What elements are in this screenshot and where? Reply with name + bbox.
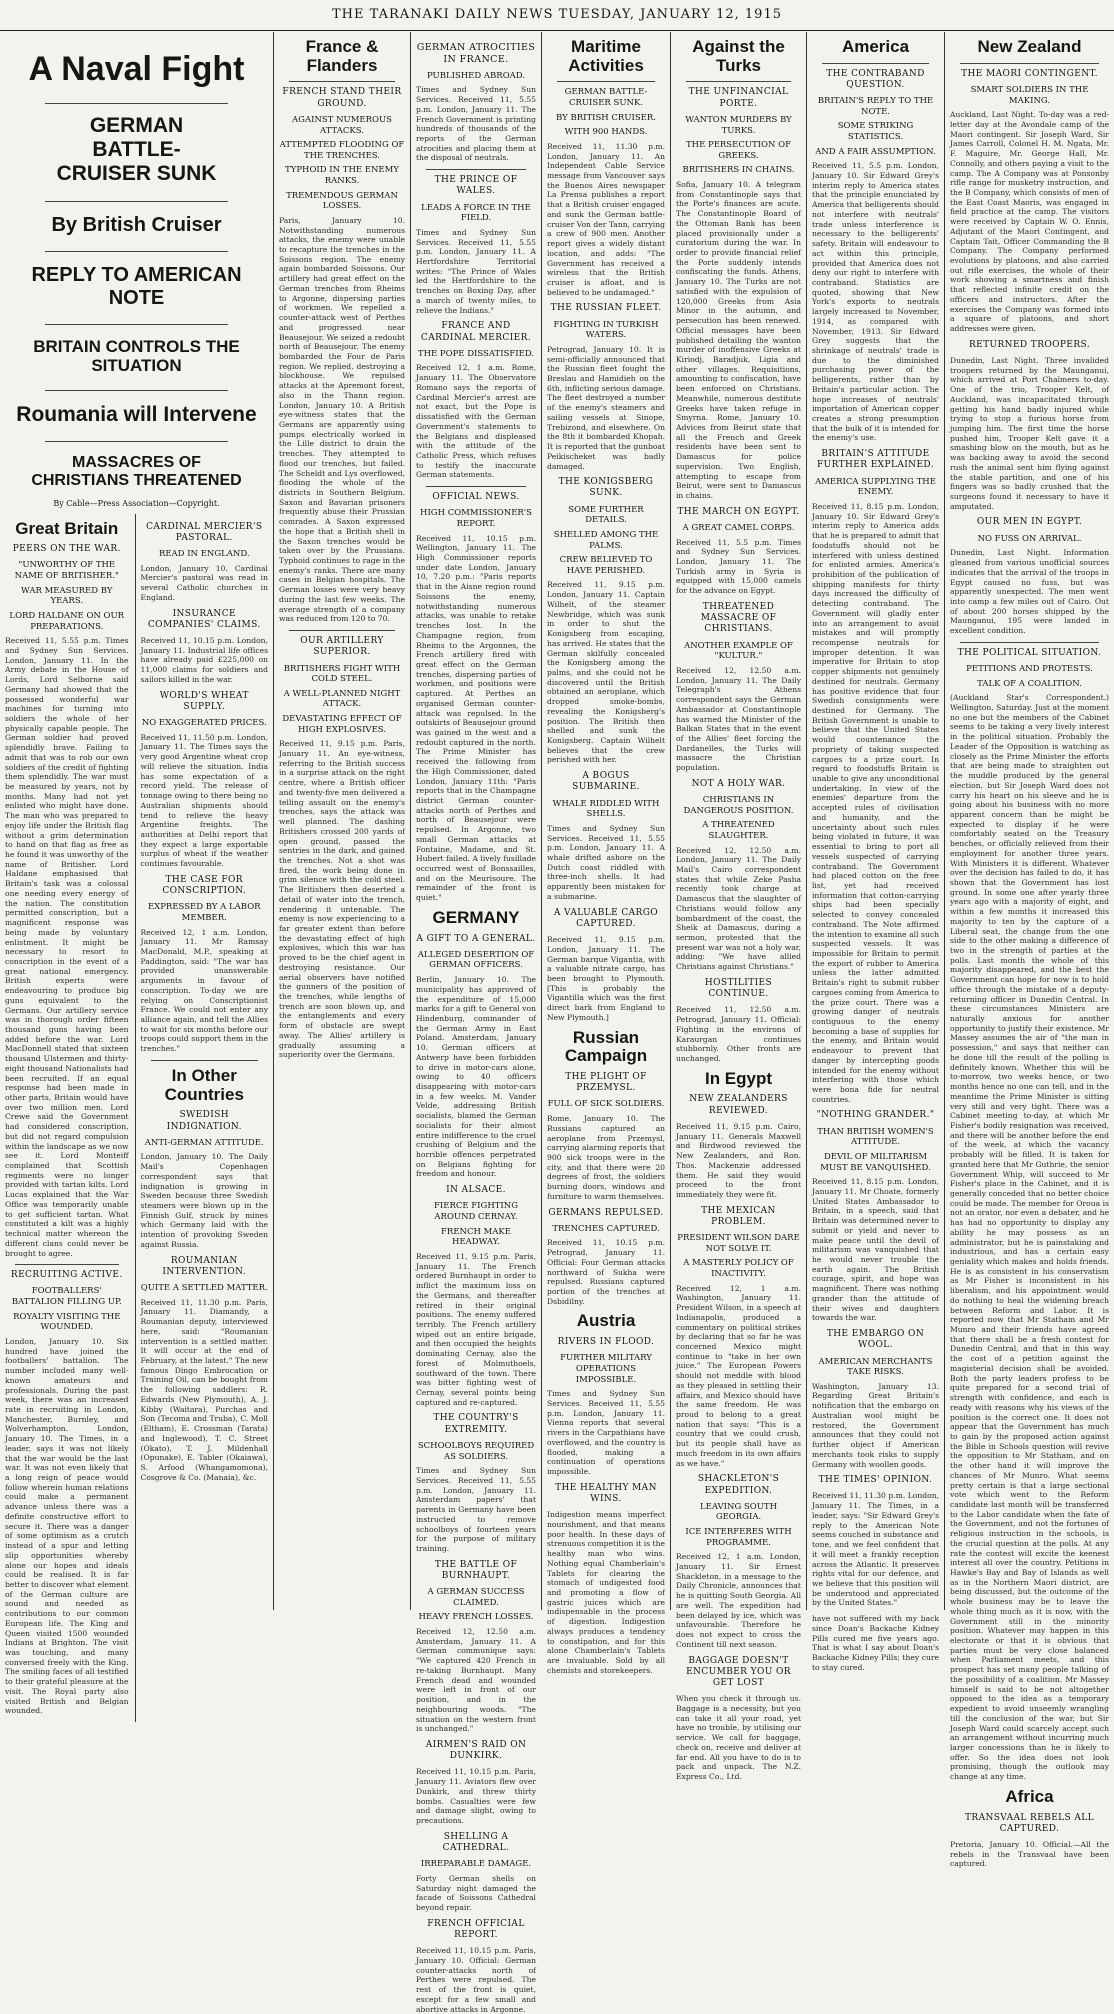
divider xyxy=(45,441,228,442)
divider xyxy=(960,63,1099,64)
sub-heading: NO FUSS ON ARRIVAL. xyxy=(977,533,1082,544)
sub-heading: FRENCH STAND THEIR GROUND. xyxy=(282,87,402,109)
section-heading: GERMANY xyxy=(432,907,520,927)
article-body: Petrograd, January 10. It is semi-officially announced that the Russian fleet fought the Breslau and Hamidieh on the 6th, inflicting serious damage. The fleet destroyed a number of the enemy's steamers and sailing vessels at Sinope, Trebizond, and elsewhere. On the 8th it bombarded Khopah. It is reported that the gunboat Peikischeket was badly damaged. xyxy=(547,344,665,471)
sub-heading: A GERMAN SUCCESS CLAIMED. xyxy=(427,1587,525,1608)
masthead: THE TARANAKI DAILY NEWS TUESDAY, JANUARY 12, 1915 xyxy=(0,0,1114,31)
sub-heading: BRITAIN'S REPLY TO THE NOTE. xyxy=(817,96,934,117)
sub-heading: DEVASTATING EFFECT OF HIGH EXPLOSIVES. xyxy=(282,714,402,735)
sub-heading: THE POPE DISSATISFIED. xyxy=(417,348,535,359)
sub-heading: TREMENDOUS GERMAN LOSSES. xyxy=(286,190,398,212)
sub-heading: RETURNED TROOPERS. xyxy=(968,339,1091,350)
section-heading: Maritime Activities xyxy=(568,37,644,75)
article-body: Received 12, 1 a.m. Rome, January 11. The Observatore Romano says the reports of Cardinal Mercier's arrest are not exact, but the Pope is dissatisfied with the German Government's statements to the Belgians and displeased with the attitude of the Catholic Press, which refuses to testify the inaccurate German statements. xyxy=(416,363,536,480)
sub-heading: SMART SOLDIERS IN THE MAKING. xyxy=(970,84,1089,106)
sub-heading: THE POLITICAL SITUATION. xyxy=(957,647,1102,658)
section-heading: Great Britain xyxy=(15,518,119,538)
article-body: Received 11, 11.50 p.m. London, January 11. The Times says the very good Argentine wheat crop will relieve the situation. India has some expectation of a record yield. The release of tonnage owing to there being no Australian shipments should tend to relieve the heavy Argentine freights. The authorities at Delhi report that they expect a large exportable surplus of wheat if the weather continues favourable. xyxy=(140,732,268,869)
section-heading: Austria xyxy=(576,1311,636,1331)
divider xyxy=(151,1060,258,1061)
article-body: Times and Sydney Sun Services. Received 11, 5.55 p.m. London, January 11. A Hertfordshire Territorial writes: "The Prince of Wales led the Hertfordshire to the trenches on Boxing Day, after a march of twenty miles, to relieve the Indians." xyxy=(416,227,536,315)
sub-heading: FRENCH MAKE HEADWAY. xyxy=(441,1226,511,1248)
article-body: Received 12, 1 a.m. London, January 11. Sir Ernest Shackleton, in a message to the Daily Chronicle, announces that he is quitting South Georgia. All are well. The expedition had been delayed by ice, which was unfavourable. Therefore he does not expect to cross the Continent till next season. xyxy=(676,1552,801,1649)
sub-heading: HOSTILITIES CONTINUE. xyxy=(704,977,773,1000)
article-body: Received 11, 10.15 p.m. Wellington, January 11. The High Commissioner reports under date London, January 10, 7.20 p.m.: "Paris reports that in the Aisne region round Soissons the enemy, notwithstanding numerous attacks, was unable to retake trenches lost. In the Champagne region, from Rheims to the Argonnes, the French artillery fired with great effect on the German trenches, dispersing parties of workmen, and positions were captured. At Perthes an organised German counter-attack was repulsed. In the outskirts of Beausejour ground was gained in the west and a redoubt captured in the north. The Prime Minister has received the following from the High Commissioner, dated London, January 11th: "Paris reports that in the Champagne district German counter-attacks north of Perthes and north of Beausejour were repulsed. In Argonne, two small German attacks at Fontaine, Madame, and St. Hubert failed. A lively fusillade occurred west of Bonssailles, and on the Meurisoure. The remainder of the front is quiet." xyxy=(416,533,536,903)
column-new-zealand xyxy=(945,32,1114,1869)
sub-heading: ATTEMPTED FLOODING OF THE TRENCHES. xyxy=(279,140,405,161)
article-body: Received 11, 5.5 p.m. London, January 10. Sir Edward Grey's interim reply to America states that the principle enunciated by America that belligerents should not interfere with neutrals' trade unless interference is necessary to the belligerents' safety. Britain will endeavour to act within this principle, provided that America does not deny our right to interfere with contraband. Statistics are quoted, showing that New York's exports to neutrals largely increased to November, 1914, as compared with November, 1913. Sir Edward Grey suggests that the shrinkage of neutrals' trade is due to the diminished purchasing power of the belligerents, rather than by Britain's particular action. The hope increases of neutrals' importation of American copper creates a strong presumption that the bulk of it is intended for the enemy's use. xyxy=(812,161,939,443)
article-body: Times and Sydney Sun Services. Received 11, 5.55 p.m. London, January 11. Amsterdam papers' that parents in Germany have been instructed to remove schoolboys of fourteen years for the purpose of military training. xyxy=(416,1466,536,1553)
sub-heading: RIVERS IN FLOOD. xyxy=(557,1337,655,1348)
sub-heading: THE PRINCE OF WALES. xyxy=(434,175,518,197)
sub-heading: GERMAN BATTLE-CRUISER SUNK. xyxy=(564,87,648,108)
article-body: Received 11, 10.15 p.m. London, January 11. Industrial life offices have already paid £225,000 on 11,000 claims for soldiers and sailors killed in the war. xyxy=(140,636,268,684)
article-body: Received 12, 1 a.m. London, January 11. Mr Ramsay MacDonald, M.P., speaking at Paddington, said: "The war has provided unanswerable arguments in favour of conscription. To-day we are relying on Conscriptionist France. We could not enter any alliance again, and tell the Allies to wait for six months before our troops could support them in the trenches." xyxy=(140,927,268,1054)
article-body: Dunedin, Last Night. Information gleaned from various unofficial sources indicates that the arrival of the troops in Egypt caused no fuss, but was apparently unexpected. The men went into camp a few miles out of Cairo. Out of about 200 horses shipped by the Maunganui, 195 were landed in excellent condition. xyxy=(950,548,1109,636)
sub-heading: WITH 900 HANDS. xyxy=(564,127,648,138)
section-heading: Russian Campaign xyxy=(564,1027,648,1066)
sub-heading: PEERS ON THE WAR. xyxy=(12,544,121,555)
sub-heading: THE KONIGSBERG SUNK. xyxy=(558,477,654,499)
sub-heading: FIGHTING IN TURKISH WATERS. xyxy=(553,319,659,341)
column-turks xyxy=(671,32,806,1781)
sub-heading: TRANSVAAL REBELS ALL CAPTURED. xyxy=(964,1812,1095,1834)
article-body: London, January 10. Six hundred have joined the footballers' battalion. The number included many well-known amateurs and professionals. During the past week, there was an increased rate in recruiting in London, Manchester, Burnley, and Wolverhampton. London, January 10. The Times, in a leader, says it was not likely that the war would be the last war. It was not even likely that a long reign of peace would follow wherein human relations could make a permanent advance unless there was a definite constructive effort to secure it. There was a danger of some optimism as a crutch instead of a spur and letting slip opportunities whereby alone our hopes and ideals could be realised. It is far better to discover what element of the German culture are sound and needed as contributions to our common European life. The King and Queen visited 1500 wounded Indians at Brighton. The visit was touching, and many conversed freely with the King. The smiling faces of all testified to their grateful pleasure at the visit. The Royal party also visited British and Belgian wounded. xyxy=(5,1336,129,1716)
section-heading: Against the Turks xyxy=(692,37,785,75)
sub-heading: THE EMBARGO ON WOOL. xyxy=(826,1329,925,1351)
article-body: Received 11, 10.15 p.m. Paris, January 11. Aviators flew over Dunkirk, and threw thirty bombs. Casualties were few and damage slight, owing to precautions. xyxy=(416,1767,536,1826)
sub-heading: PETITIONS AND PROTESTS. xyxy=(966,664,1093,675)
lead-subheadline: Roumania will Intervene xyxy=(16,402,257,426)
article-body: Received 11, 8.15 p.m. London, January 10. Sir Edward Grey's interim reply to America adds that he is prepared to admit that foodstuffs should not be interfered with unless destined for enlisted armies. America's prohibition of the publication of shipping manifests for thirty days increased the difficulty of detecting contraband. The Government will gladly enter into an arrangement to avoid mistakes and will promptly recompense neutrals for improper detention. It was imperative for Britain to stop copper shipments not genuinely destined for neutrals. Germany has positive evidence that four Swedish consignments were destined for Germany. The British Government is unable to believe that the United States would countenance the propriety of taking suspected cargoes to a prize court. In regard to foodstuffs Britain is unable to give any unconditional undertaking. In view of the enemies' departure from the accepted rules of civilisation and humanity, and the uncertainty about such rules being violated in future, it was essential to bring to port all vessels suspected of carrying contraband. The Government had placed cotton on the free list, yet had received information that cotton-carrying ships had been specially selected to convey concealed contraband. The Note affirmed the intention to examine all such suspected vessels. It was impossible for Britain to permit the export of rubber to America unless the latter admitted Britain's right to submit rubber cargoes coming from America to the prize court. There was a growing danger of neutrals contiguous to the enemy becoming a base of supplies for the enemy, and Britain would endeavour to prevent that danger by intercepting goods intended for the enemy without interfering with those which were bona fide for neutral countries. xyxy=(812,501,939,1104)
sub-heading: AND A FAIR ASSUMPTION. xyxy=(815,146,936,157)
article-body: Received 12, 12.50 a.m. London, January 11. The Daily Mail's Cairo correspondent states that while Zeke Pasha recently took charge at Damascus that the slaughter of Christians would follow any bombardment of the coast, the Sheik at Damascus, during a sermon, protested that the present war was not a holy war, adding: "We have allied Christians against Christians." xyxy=(676,845,801,972)
article-body: When you check it through us. Baggage is a necessity, but you can take it all your road, yet have no trouble, by utilising our service. We call for baggage, check on, receive and deliver at far end. All you have to do is to pack and unpack. The N.Z. Express Co., Ltd. xyxy=(676,1694,801,1781)
divider xyxy=(557,81,655,82)
lead-subheadline: BRITAIN CONTROLS THE SITUATION xyxy=(33,336,240,376)
sub-heading: RECRUITING ACTIVE. xyxy=(10,1270,123,1281)
article-body: Received 12, 12.50 a.m. London, January 11. The Daily Telegraph's Athens correspondent says the German Ambassador at Constantinople has warned the Minister of the Balkan States that in the event of the Allies' fleet forcing the Dardanelles, the Turks will massacre the Christian population. xyxy=(676,665,801,773)
section-heading: New Zealand xyxy=(977,37,1082,56)
sub-heading: FOOTBALLERS' BATTALION FILLING UP. xyxy=(11,1286,122,1308)
sub-heading: THE BATTLE OF BURNHAUPT. xyxy=(434,1559,518,1581)
sub-heading: READ IN ENGLAND. xyxy=(158,549,250,560)
article-body: Forty German shells on Saturday night damaged the facade of Soissons Cathedral beyond repair. xyxy=(416,1873,536,1913)
sub-heading: BRITAIN'S ATTITUDE FURTHER EXPLAINED. xyxy=(817,449,934,471)
article-body: Received 11, 11.30 p.m. London, January 11. An Independent Cable Service message from Vancouver says the Buenos Aires newspaper La Prensa publishes a report that a British cruiser engaged and sunk the German battle-cruiser Von der Tann, carrying a crew of 900 men. Another report gives a widely distant location, and adds: "The Government has received a wireless that the British cruiser is afloat, and is believed to be undamaged." xyxy=(547,141,665,297)
sub-heading: A WELL-PLANNED NIGHT ATTACK. xyxy=(283,688,401,710)
sub-heading: QUITE A SETTLED MATTER. xyxy=(140,1283,268,1294)
article-body: Received 11, 5.5 p.m. Times and Sydney Sun Services. London, January 11. The Turkish army in Syria is equipped with 15,000 camels for the advance on Egypt. xyxy=(676,537,801,596)
sub-heading: THE MARCH ON EGYPT. xyxy=(677,506,800,517)
sub-heading: FULL OF SICK SOLDIERS. xyxy=(547,1099,665,1110)
article-body: Received 11, 9.15 p.m. Paris, January 11. The French ordered Burnhaupt in order to inflict the maximum loss on the Germans, and thereafter retired in their original positions. The enemy suffered terribly. The French artillery wiped out an entire brigade, and then occupied the heights dominating Cernay, also the forest of Molmuthoels, southward of the town. There was bitter fighting west of Cernay, several points being captured and re-captured. xyxy=(416,1251,536,1407)
sub-heading: "UNWORTHY OF THE NAME OF BRITISHER." xyxy=(14,560,119,582)
column-maritime xyxy=(542,32,670,1675)
sub-heading: NO EXAGGERATED PRICES. xyxy=(141,718,267,729)
article-body: London, January 10. The Daily Mail's Copenhagen correspondent says that indignation is growing in Sweden because three Swedish steamers were blown up in the Finnish Gulf, struck by mines which Germany laid with the intention of provoking Sweden against Russia. xyxy=(140,1152,268,1249)
article-body: Berlin, January 10. The municipality has approved of the expenditure of 15,000 marks for a gift to General von Hindenburg, commander of the German Army in East Poland. Amsterdam, January 10. German officers at Antwerp have been forbidden to drive in motor-cars alone, owing to 40 officers disappearing with motor-cars in a few weeks. M. Vander Velde, addressing British socialists, blamed the German socialists for their almost entire indifference to the cruel crushing of Belgium and the horrible offences perpetrated on Belgians fighting for freedom and honour. xyxy=(416,975,536,1179)
sub-heading: ANOTHER EXAMPLE OF "KULTUR." xyxy=(684,640,793,662)
sub-heading: CREW BELIEVED TO HAVE PERISHED. xyxy=(559,555,653,576)
sub-heading: LORD HALDANE ON OUR PREPARATIONS. xyxy=(9,610,125,632)
article-body: Rome, January 10. The Russians captured an aeroplane from Przemysl, carrying alarming reports that 900 sick troops were in the city, and that there were 20 degrees of frost, the soldiers burning doors, windows and furniture to warm themselves. xyxy=(547,1114,665,1201)
sub-heading: AMERICAN MERCHANTS TAKE RISKS. xyxy=(818,1356,933,1378)
article-body: London, January 10. Cardinal Mercier's pastoral was read in several Catholic churches in England. xyxy=(140,563,268,602)
sub-heading: DEVIL OF MILITARISM MUST BE VANQUISHED. xyxy=(820,1151,931,1173)
sub-heading: CARDINAL MERCIER'S PASTORAL. xyxy=(146,521,263,543)
article-body: Pretoria, January 10. Official.—All the rebels in the Transvaal have been captured. xyxy=(950,1840,1109,1869)
article-body: Received 11, 10.15 p.m. Paris, January 10. Official: German counter-attacks north of Perthes were repulsed. The rest of the front is quiet, except for a few small and abortive attacks in Argonne. xyxy=(416,1946,536,2014)
sub-heading: ICE INTERFERES WITH PROGRAMME. xyxy=(685,1527,792,1548)
article-body: Auckland, Last Night. To-day was a red-letter day at the Avondale camp of the Maori contingent. Sir Joseph Ward, Sir James Carroll, Colonel H. M. Ngata, Mr. F. Maguire, Mr. George Hall, Mr. Connolly, and others paying a visit to the camp. The A Company was at Ponsonby rifle range for musketry instruction, and the B Company, which consists of men of the East Coast Maoris, was engaged in field practice at the camp. The visitors were received by Captain W. O. Ennis, Adjutant of the Maori Contingent, and Captain Tait, Officer Commanding the B Company. The Company performed evolutions by platoons, and also carried out rifle exercises, the whole of their work showing a smartness and finish that reflected infinite credit on the officers and instructors. After the exercises the Company was formed into a square of platoons, and short addresses were given. xyxy=(950,110,1109,333)
article-body: Received 11, 5.55 p.m. Times and Sydney Sun Services. London, January 11. In the Army debate in the House of Lords, Lord Selborne said Germany had showed that the possessed wonderful war machines for turning into soldiers the whole of her physically capable people. The German soldier had proved splendidly brave. Failing to admit that was to rob our own soldiers of the credit of fighting them splendidly. The war must be measured by years, not by months. Many had not yet enlisted who might have done. The man who was prepared to enjoy life under the British flag without a grim determination to hand on that flag as free as he found it was unworthy of the name of Britisher. Lord Haldane emphasised that Britain's task was a colossal one needing every energy of the nation. The constitution permitted conscription, but a magnificent response was being made by voluntary enlistment. It might be necessary to resort to conscription in the event of a great national emergency. British experts were endeavouring to produce big guns equivalent to the Germans. Our artillery service was in thorough order fifteen thousand guns having been added before the war. Lord MacDonnell stated that sixteen thousand Ulstermen and thirty-eight thousand Nationalists had been recruited. If an equal response had been made in other parts, Britain would have over two million men. Lord Crewe said the Government had considered conscription, but did not regard compulsion within the landscape as we now see it. Lord Monteiff complained that Scottish regiments were no longer provided with tartan kilts. Lord Lucas explained that the War Office was temporarily unable to get sufficient tartan. What constituted a kilt was a highly technical matter whereon the different clans could never be brought to agree. xyxy=(5,636,129,1258)
sub-heading: WORLD'S WHEAT SUPPLY. xyxy=(159,690,249,712)
article-body: Received 11, 9.15 p.m. Paris, January 11. An eye-witness, referring to the British success in a surprise attack on the right centre, where a British officer and twenty-five men delivered a telling assault on the enemy's trenches, says the attack was well planned. The dashing Britishers crossed 200 yards of open ground, passed the sentries in the dark, and gained the trenches. Not a shot was fired, the work being done in grim silence with the cold steel. The Britishers then deserted a detail of water into the trench, rendering it untenable. The enemy is now experiencing to a far greater extent than before the devastating effect of high explosives, which this war has proved to be the chief agent in destroying resistance. Our aerial observers have notified the gunners of the position of the trenches, while lengths of trench are soon blown up, and the entanglements and every form of obstacle are swept away. The Allies' artillery is gradually assuming a superiority over the Germans. xyxy=(279,739,405,1060)
sub-heading: AIRMEN'S RAID ON DUNKIRK. xyxy=(425,1739,527,1762)
article-body: Times and Sydney Sun Services. Received 11, 5.55 p.m. London, January 11. A whale drifted ashore on the Dutch coast riddled with three-inch shells. It had apparently been mistaken for a submarine. xyxy=(547,823,665,901)
sub-heading: OUR ARTILLERY SUPERIOR. xyxy=(300,636,384,658)
article-body: Times and Sydney Sun Services. Received 11, 5.55 p.m. London, January 11. The French Government is printing hundreds of thousands of the reports of the German atrocities and placing them at the disposal of neutrals. xyxy=(416,85,536,163)
sub-heading: FRANCE AND CARDINAL MERCIER. xyxy=(420,321,532,343)
article-body: Received 12, 1 a.m. Washington, January 11. President Wilson, in a speech at Indianapolis, produced a commentary on political strikes by declaring that so far he was concerned Mexico might continue to "take in her own juice." The European Powers should not meddle with blood as they pleased in settling their affairs, and Mexico should have the same freedom. He was proud to belong to a great nation that says: "This is a country that we could crush, but its people shall have as much freedom in its own affairs as we have." xyxy=(676,1283,801,1468)
sub-heading: THE UNFINANCIAL PORTE. xyxy=(688,87,789,109)
lead-subheadline: GERMAN BATTLE-CRUISER SUNK xyxy=(56,114,217,186)
divider xyxy=(686,81,791,82)
sub-heading: SOME STRIKING STATISTICS. xyxy=(837,121,914,143)
divider xyxy=(822,63,929,64)
article-body: Received 11, 11.30 p.m. Paris, January 11. Diamandy, a Roumanian deputy, interviewed here, said: "Roumanian intervention is a settled matter. It will occur at the end of February, at the latest." The new famous Dingo Embrocation or Training Oil, can be bought from the following saddlers: R. Edwards (New Plymouth), A. J. Kibby (Waitara), Purchas and Son (Tecoma and Truba), C. Moll (Eltham), E. Crossman (Tarata) and Inglewood), T. C. Street (Okato), T. J. Mildenhall (Opunake), E. Tabler (Okaiawa), S. Arfood (Whangamomona), Cosgrove & Co. (Manaia), &c. xyxy=(140,1297,268,1482)
sub-heading: THE PERSECUTION OF GREEKS. xyxy=(685,140,791,161)
divider xyxy=(289,81,395,82)
article-body: Received 11, 12.50 a.m. Petrograd, January 11. Official: Fighting in the environs of Karaurgan continues stubbornly. Other fronts are unchanged. xyxy=(676,1005,801,1063)
sub-heading: THAN BRITISH WOMEN'S ATTITUDE. xyxy=(817,1126,934,1148)
article-body: Sofia, January 10. A telegram from Constantinople says that the Porte's finances are acute. The Constantinople Board of the Ottoman Bank has been placed provisionally under a curatorium during the war. In order to provide financial relief the Porte suddenly intends confiscating the funds. Athens, January 10. The Turks are not satisfied with the expulsion of 120,000 Greeks from Asia Minor in the autumn, and persecution has been renewed. Official messages have been published detailing the wanton murder of inoffensive Greeks at Kiriodj, Baradjuk, Ligia and other villages. Requisitions, amounting to confiscation, have been enforced on Christians. Meanwhile, numerous destitute Greeks have taken refuge in Smyrna. Rome, January 10. Advices from Beirut state that all the French and Greek residents have been sent to Damascus for police supervision. Two English, attempting to escape from Beirut, were sent to Damascus in chains. xyxy=(676,180,801,500)
article-body: Received 11, 11.30 p.m. London, January 11. The Times, in a leader, says: "Sir Edward Grey's reply to the American Note seems couched in substance and tone, and we feel confident that it will meet a frankly reception across the Atlantic. It preserves rights vital for our defence, and we believe that this position will be understood and appreciated by the United States." xyxy=(812,1491,939,1608)
sub-heading: NOT A HOLY WAR. xyxy=(691,778,786,789)
sub-heading: A MASTERLY POLICY OF INACTIVITY. xyxy=(683,1258,794,1280)
sub-heading: ALLEGED DESERTION OF GERMAN OFFICERS. xyxy=(417,949,535,971)
article-body: Paris, January 10. Notwithstanding numerous attacks, the enemy were unable to recapture the trenches in the Soissons region. The enemy again bombarded Soissons. Our artillery had great effect on the German trenches from Rheims to Argonne, dispersing parties of workmen. We repelled a counter-attack west of Perthes and progressed near Beausejour. We seized a redoubt north of Beausejour. The enemy bombarded the Four de Paris region. We replied, destroying a blockhouse. We repulsed attacks at the Apremont forest, also in the Thann region. London, January 10. A British eye-witness states that the Germans are apparently using pumps electrically worked in the Lille district to drain the trenches. They attempted to flood our trenches, but failed. The Scheldt and Lys overflowed, flooding the whole of the districts in Southern Belgium. Saxon and Bavarian prisoners frequently abuse their Prussian comrades. A Saxon expressed the hope that a British shell in the Saxon trenches would be taken over by the Prussians. Typhoid continues to rage in the enemy's ranks. There are many cases in Belgian hospitals. The German losses were very heavy during the last few weeks. The average strength of a company was reduced from 120 to 70. xyxy=(279,215,405,624)
sub-heading: BY BRITISH CRUISER. xyxy=(556,112,656,123)
sub-heading: ANTI-GERMAN ATTITUDE. xyxy=(144,1137,264,1148)
sub-heading: LEADS A FORCE IN THE FIELD. xyxy=(421,202,531,224)
divider xyxy=(45,103,228,104)
article-body: Dunedin, Last Night. Three invalided troopers returned by the Maunganui, which arrived at Port Chalmers to-day. One of the trio, Trooper Kelt, of Auckland, was incapacitated through getting his hand badly injured while trying to stop a furious horse from jumping him. The first time the horse pushed him, Trooper Kelt gave it a smashing blow on the mouth, but as he was backing away to avoid the second rush the animal sent him flying against the stable partition, and one of his fingers was so badly crushed that the surgeons found it necessary to have it amputated. xyxy=(950,355,1109,511)
sub-heading: THE CONTRABAND QUESTION. xyxy=(826,68,925,90)
sub-heading: PRESIDENT WILSON DARE NOT SOLVE IT. xyxy=(677,1233,800,1254)
article-body: Received 11, 9.15 p.m. London, January 11. Captain Wilhelt, of the steamer Newbridge, which was sunk in order to shut the Konigsberg from escaping, has arrived. He states that the German skilfully concealed the Konigsberg among the palms, and she could not be discovered until the British obtained an aeroplane, which dropped smoke-bombs, revealing the Konigsberg's position. The British then shelled and sunk the Konigsberg. Captain Wilhelt believes that the crew perished with her. xyxy=(547,580,665,765)
sub-heading: IN ALSACE. xyxy=(446,1185,506,1196)
lead-headline: A Naval Fight xyxy=(28,50,245,88)
divider xyxy=(15,1264,119,1265)
sub-heading: INSURANCE COMPANIES' CLAIMS. xyxy=(147,608,261,630)
sub-heading: A BOGUS SUBMARINE. xyxy=(572,771,640,793)
sub-heading: FURTHER MILITARY OPERATIONS IMPOSSIBLE. xyxy=(560,1353,652,1385)
sub-heading: A THREATENED SLAUGHTER. xyxy=(702,820,775,841)
sub-heading: BRITISHERS FIGHT WITH COLD STEEL. xyxy=(283,663,401,685)
column-france xyxy=(274,32,410,1610)
sub-heading: NEW ZEALANDERS REVIEWED. xyxy=(689,1094,788,1116)
sub-heading: IRREPARABLE DAMAGE. xyxy=(420,1859,532,1870)
sub-heading: TALK OF A COALITION. xyxy=(977,678,1082,689)
sub-heading: ROYALTY VISITING THE WOUNDED. xyxy=(13,1311,121,1333)
article-body: (Auckland Star's Correspondent.) Wellington, Saturday. Just at the moment no one but the members of the Cabinet seems to be taking a very lively interest in the political situation. Probably the Leader of the Opposition is watching as closely as the Prime Minister the efforts that are being made to straighten out the muddle produced by the general election, but Sir Joseph Ward does not carry his heart on his sleeve and he is going about his business with no more apparent concern than he might be expected to display if he were comfortably seated on the Treasury benches, or officially relieved from their employment for another three years. With Ministers it is different. Whatever over the decision has failed to do, it has shown that the Government has lost ground. In some one after yearly three years ago with a majority of eight, and within a few months it increased this majority to ten by the capture of a Liberal seat, the change from the one side to the other making a difference of two in the strength of parties at the polls. Last month the whole of this majority disappeared, and the best the Government can hope for now is to hold office through the mistake of a deputy-returning officer in Dunedin Central. In these circumstances Ministers are naturally anxious for another opportunity to justify their existence. Mr Massey assumes the air of "the man in possession," and says that neither can he done till the result of the polling is definitely known. Whether this will be to-morrow, two weeks hence, or two months hence no one can tell, and in the meantime the Prime Minister is sitting very still and very tight. There was a Cabinet meeting to-day, at which Mr Fisher's bodily resignation was received, and there will be another before the end of the week, at which the vacancy probably will be filled. It is taken for granted here that Mr Guthrie, the senior Government Whip, will succeed to Mr Fisher's place in the Cabinet, and it is generally conceded that no better choice could be made. The member for Oroua is not an orator, nor even a debater, and he has had no opportunity to display any ability he may possess as an administrator, but he is painstaking and industrious, and has a certain easy geniality which makes and holds friends. He is as consistent in his conservatism as Mr Fisher is inconsistent in his liberalism, and his appointment would do nothing to heal the widening breach between Reform and Labor. It is reported now that Mr Statham and Mr Munro and their friends have agreed that there shall be a fresh contest for Dunedin Central, and that in this way the cost of a petition against the magisterial decision shall be avoided. Both the party leaders profess to be quite prepared for a second trial of strength with confidence, and each is ready with reasons why his views of the position is the correct one. It does not appear that the Government has much to gain by the proposed action against the Bible in Schools question will revive the opposition to Mr Statham, and on the other hand it will improve the chances of Mr Munro. What seems pretty certain is that a large sectional vote which went to the Reform candidate last month will be transferred to the Labor candidate when the fate of the Government, and not the fortunes of religious instruction in the schools, is the crucial question at the polls. At any rate the contest will excite the keenest interest all over the country. Petitions in Hawke's Bay and Bay of Islands as well as in the Northern Maori district, are being discussed, but the outcome of the whole business may be to leave the whole thing much as it is now, with the Government still in the minority position. Whatever may happen in this electorate or that it is obvious that parties must be very close balanced when Parliament meets, and this prospect has set many people talking of the possibility of a coalition. Mr Massey himself is said to be not altogether opposed to the idea as a temporary expedient to avoid unseemly wrangling till the conclusion of the war, but Sir Joseph Ward could scarcely accept such an arrangement without incurring much larger concessions than he is likely to offer. So the idea does not look promising, though the outlook may change at any time. xyxy=(950,693,1109,1782)
subcolumn-right xyxy=(135,514,268,1722)
sub-heading: SHACKLETON'S EXPEDITION. xyxy=(697,1474,780,1496)
divider xyxy=(45,251,228,252)
sub-heading: CHRISTIANS IN DANGEROUS POSITION. xyxy=(683,795,794,816)
sub-heading: TYPHOID IN THE ENEMY RANKS. xyxy=(285,165,399,186)
sub-heading: THE TIMES' OPINION. xyxy=(818,1475,933,1486)
sub-heading: BAGGAGE DOESN'T ENCUMBER YOU OR GET LOST xyxy=(686,1655,791,1688)
sub-heading: A GIFT TO A GENERAL. xyxy=(416,933,536,944)
sub-heading: HIGH COMMISSIONER'S REPORT. xyxy=(420,508,532,529)
sub-heading: WAR MEASURED BY YEARS. xyxy=(21,585,113,607)
sub-heading: THE HEALTHY MAN WINS. xyxy=(555,1482,657,1504)
cable-credit: By Cable—Press Association—Copyright. xyxy=(53,498,220,508)
sub-heading: WHALE RIDDLED WITH SHELLS. xyxy=(552,798,660,820)
divider xyxy=(45,390,228,391)
sub-heading: THE COUNTRY'S EXTREMITY. xyxy=(433,1413,519,1435)
sub-heading: THE MEXICAN PROBLEM. xyxy=(701,1205,776,1227)
subcolumn-left xyxy=(5,514,129,1722)
sub-heading: PUBLISHED ABROAD. xyxy=(426,70,526,81)
divider xyxy=(45,201,228,202)
sub-heading: OFFICIAL NEWS. xyxy=(432,492,520,503)
sub-heading: HEAVY FRENCH LOSSES. xyxy=(418,1612,534,1623)
sub-heading: A GREAT CAMEL CORPS. xyxy=(682,522,795,533)
article-body: Received 11, 8.15 p.m. London, January 11. Mr Choate, formerly United States Ambassador to Britain, in a speech, said that Britain was determined never to submit or yield and never to make peace until the devil of militarism was vanquished that he would never trouble the earth again. The British courage, spirit, and hope was magnificent. There was nothing grander than the attitude of their wives and daughters towards the war. xyxy=(812,1177,939,1323)
column-america xyxy=(807,32,944,1672)
sub-heading: GERMANS REPULSED. xyxy=(548,1207,664,1218)
sub-heading: WANTON MURDERS BY TURKS. xyxy=(685,114,792,136)
article-body: Received 12, 12.50 a.m. Amsterdam, January 11. A German communique says: "We captured 420 French in re-taking Burnhaupt. Many French dead and wounded were left in front of our position, and in the neighbouring woods. "The situation on the western front is unchanged." xyxy=(416,1627,536,1734)
sub-heading: THE PLIGHT OF PRZEMYSL. xyxy=(565,1071,647,1094)
sub-heading: AMERICA SUPPLYING THE ENEMY. xyxy=(815,476,936,498)
article-body: Received 11, 10.15 p.m. Petrograd, January 11. Official: Four German attacks northward of Sukha were repulsed. Russians captured portion of the trenches at Dsbidilny. xyxy=(547,1238,665,1306)
sub-heading: "NOTHING GRANDER." xyxy=(816,1110,935,1121)
lead-subheadline: REPLY TO AMERICAN NOTE xyxy=(31,263,242,309)
section-heading: Africa xyxy=(1005,1786,1054,1806)
sub-heading: LEAVING SOUTH GEORGIA. xyxy=(699,1501,778,1523)
sub-heading: A VALUABLE CARGO CAPTURED. xyxy=(553,907,659,929)
article-body: have not suffered with my back since Doan's Backache Kidney Pills cured me five years ago. That is what I say about Doan's Backache Kidney Pills; they cure to stay cured. xyxy=(812,1614,939,1672)
sub-heading: OUR MEN IN EGYPT. xyxy=(976,517,1083,528)
section-heading: France & Flanders xyxy=(305,37,379,75)
divider xyxy=(426,169,526,170)
sub-heading: FIERCE FIGHTING AROUND CERNAY. xyxy=(434,1201,518,1223)
section-heading: In Other Countries xyxy=(164,1065,244,1104)
sub-heading: BRITISHERS IN CHAINS. xyxy=(682,165,795,176)
sub-heading: THE CASE FOR CONSCRIPTION. xyxy=(162,874,247,897)
sub-heading: SCHOOLBOYS REQUIRED AS SOLDIERS. xyxy=(417,1440,535,1462)
divider xyxy=(45,324,228,325)
sub-heading: THREATENED MASSACRE OF CHRISTIANS. xyxy=(700,601,777,635)
sub-heading: TRENCHES CAPTURED. xyxy=(552,1223,660,1234)
sub-heading: AGAINST NUMEROUS ATTACKS. xyxy=(292,114,392,136)
lead-subheadline: MASSACRES OF CHRISTIANS THREATENED xyxy=(31,453,242,490)
article-body: Received 11, 9.15 p.m. Cairo, January 11. Generals Maxwell and Birdwood reviewed the New Zealanders, and Ron. Thos. Mackenzie addressed them. He said they would proceed to the front immediately they were fit. xyxy=(676,1121,801,1199)
sub-heading: SHELLING A CATHEDRAL. xyxy=(442,1831,510,1853)
sub-heading: THE RUSSIAN FLEET. xyxy=(550,303,662,314)
lead-subheadline: By British Cruiser xyxy=(51,213,222,236)
divider xyxy=(426,486,526,487)
column-germany xyxy=(411,32,541,2014)
sub-heading: THE MAORI CONTINGENT. xyxy=(961,68,1098,79)
sub-heading: ROUMANIAN INTERVENTION. xyxy=(162,1255,247,1277)
sub-heading: SWEDISH INDIGNATION. xyxy=(166,1110,242,1132)
sub-heading: EXPRESSED BY A LABOR MEMBER. xyxy=(147,902,261,923)
section-heading: GERMAN ATROCITIES IN FRANCE. xyxy=(416,42,536,65)
article-body: Indigestion means imperfect nourishment, and that means poor health. In these days of strenuous competition it is the healthy man who wins. Nothing equal Chamberlain's Tablets for clearing the stomach of undigested food and promoting a flow of gastric juices which are indispensable in the process of digestion. Indigestion always produces a tendency to constipation, and for this alone Chamberlain's Tablets are invaluable. Sold by all chemists and storekeepers. xyxy=(547,1510,665,1675)
article-body: Received 11, 9.15 p.m. London, January 11. The German barque Vigantia, with a valuable nitrate cargo, has been brought to Plymouth. [This is probably the Vigantilla which was the first direct bark from England to New Plymouth.] xyxy=(547,935,665,1022)
divider xyxy=(960,642,1099,643)
article-body: Times and Sydney Sun Services. Received 11, 5.55 p.m. London, January 11. Vienna reports that several rivers in the Carpathians have overflowed, and the country is flooded, making a continuation of operations impossible. xyxy=(547,1389,665,1477)
section-heading: In Egypt xyxy=(704,1068,773,1088)
column-leads xyxy=(0,32,273,1716)
sub-heading: FRENCH OFFICIAL REPORT. xyxy=(427,1918,525,1940)
divider xyxy=(289,630,395,631)
section-heading: America xyxy=(841,37,910,56)
article-body: Washington, January 13. Regarding Great Britain's notification that the embargo on Australian wool might be restored, the Government announces that they could not further object if American merchants took risks to supply Germany with woollen goods. xyxy=(812,1381,939,1469)
sub-heading: SHELLED AMONG THE PALMS. xyxy=(553,529,659,551)
sub-heading: SOME FURTHER DETAILS. xyxy=(568,504,644,526)
